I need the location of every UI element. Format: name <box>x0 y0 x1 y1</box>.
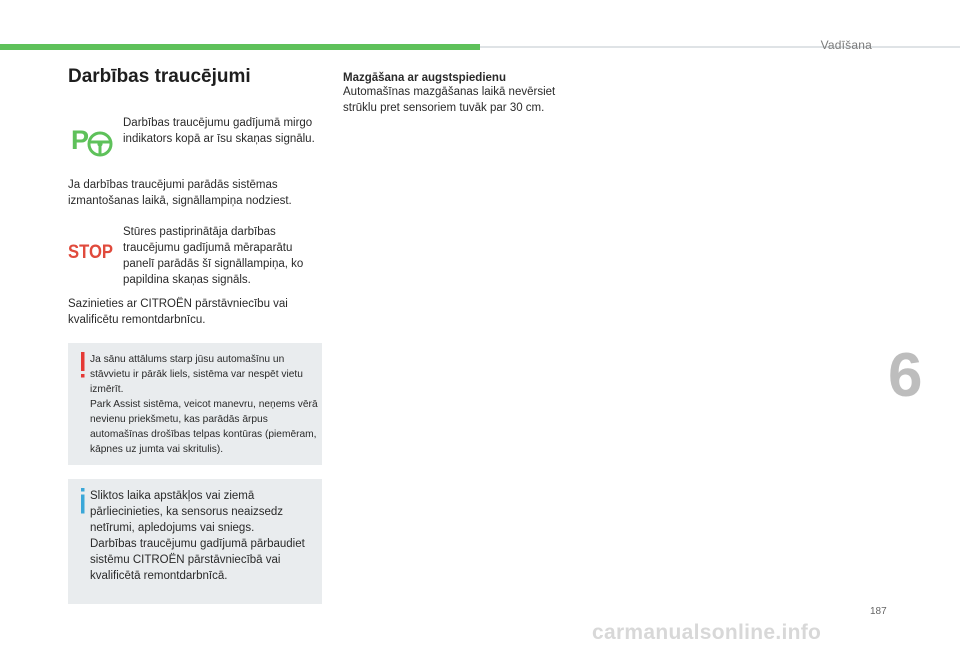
watermark: carmanualsonline.info <box>592 621 822 644</box>
pressure-washing-text: Automašīnas mazgāšanas laikā nevērsiet strūklu pret sensoriem tuvāk par 30 cm. <box>343 86 556 114</box>
stop-icon-label: STOP <box>68 242 114 263</box>
top-accent-bar <box>0 44 480 50</box>
info-line-1: Sliktos laika apstākļos vai ziemā pārliecinieties, ka sensorus neaizsedz netīrumi, apledojums vai sniegs. <box>90 490 284 534</box>
pressure-washing-heading: Mazgāšana ar augstspiedienu <box>343 72 506 84</box>
contact-dealer-text: Sazinieties ar CITROËN pārstāvniecību vai kvalificētu remontdarbnīcu. <box>68 298 288 326</box>
info-line-2: Darbības traucējumu gadījumā pārbaudiet sistēmu CITROËN pārstāvniecībā vai kvalificētā remontdarbnīcā. <box>90 538 305 582</box>
info-box <box>68 479 322 604</box>
warning-text <box>90 352 318 457</box>
warning-box <box>68 343 322 465</box>
chapter-number: 6 <box>888 341 923 410</box>
info-icon <box>77 488 89 516</box>
info-text <box>90 488 318 584</box>
svg-text:P: P <box>71 125 90 155</box>
page-title: Darbības traucējumi <box>68 66 251 87</box>
system-fault-text: Ja darbības traucējumi parādās sistēmas izmantošanas laikā, signāllampiņa nodziest. <box>68 179 292 207</box>
stop-warning-icon <box>68 238 114 262</box>
stop-description: Stūres pastiprinātāja darbības traucējumu gadījumā mēraparātu panelī parādās šī signāllampiņa, ko papildina skaņas signāls. <box>123 226 304 286</box>
p-indicator-description: Darbības traucējumu gadījumā mirgo indikators kopā ar īsu skaņas signālu. <box>123 117 315 145</box>
exclamation-icon <box>77 352 89 380</box>
top-divider <box>480 46 960 48</box>
warning-line-1: Ja sānu attālums starp jūsu automašīnu un stāvvietu ir pārāk liels, sistēma var nespēt vietu izmērīt. <box>90 354 303 395</box>
park-assist-steering-icon <box>71 124 115 158</box>
section-label: Vadīšana <box>820 38 872 52</box>
page-number: 187 <box>870 606 887 617</box>
warning-line-2: Park Assist sistēma, veicot manevru, neņems vērā nevienu priekšmetu, kas parādās ārpus automašīnas drošības telpas kontūras (piemēram, kāpnes uz jumta vai skritulis). <box>90 399 318 455</box>
